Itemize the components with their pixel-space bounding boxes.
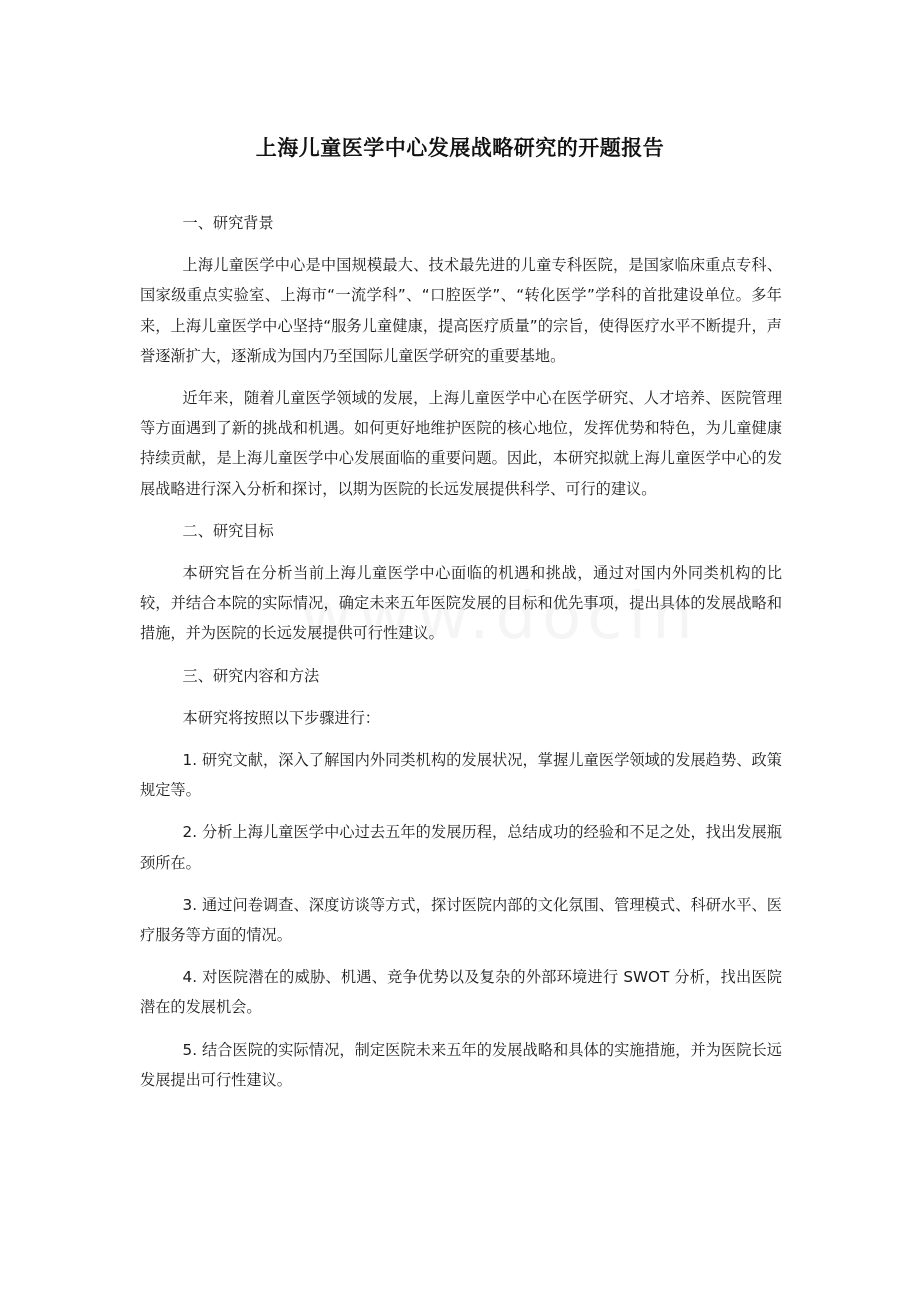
objectives-paragraph: 本研究旨在分析当前上海儿童医学中心面临的机遇和挑战，通过对国内外同类机构的比较，并结合本院的实际情况，确定未来五年医院发展的目标和优先事项，提出具体的发展战略和措施，并为医院的长远发展提供可行性建议。: [140, 564, 782, 643]
method-step-3: 3. 通过问卷调查、深度访谈等方式，探讨医院内部的文化氛围、管理模式、科研水平、医疗服务等方面的情况。: [140, 895, 782, 945]
section-heading-background: 一、研究背景: [182, 214, 274, 232]
method-step-1: 1. 研究文献，深入了解国内外同类机构的发展状况，掌握儿童医学领域的发展趋势、政策规定等。: [140, 751, 782, 800]
section-heading-objectives: 二、研究目标: [182, 521, 274, 540]
method-step-2: 2. 分析上海儿童医学中心过去五年的发展历程，总结成功的经验和不足之处，找出发展瓶颈所在。: [140, 823, 782, 872]
document-body: [140, 208, 782, 1107]
document-title: 上海儿童医学中心发展战略研究的开题报告: [255, 136, 665, 160]
background-paragraph-1: 上海儿童医学中心是中国规模最大、技术最先进的儿童专科医院，是国家临床重点专科、国家级重点实验室、上海市“一流学科”、“口腔医学”、“转化医学”学科的首批建设单位。多年来，上海儿童医学中心坚持“服务儿童健康，提高医疗质量”的宗旨，使得医疗水平不断提升，声誉逐渐扩大，逐渐成为国内乃至国际儿童医学研究的重要基地。: [140, 256, 782, 365]
section-heading-methods: 三、研究内容和方法: [182, 666, 320, 685]
background-paragraph-2: 近年来，随着儿童医学领域的发展，上海儿童医学中心在医学研究、人才培养、医院管理等方面遇到了新的挑战和机遇。如何更好地维护医院的核心地位，发挥优势和特色，为儿童健康持续贡献，是上海儿童医学中心发展面临的重要问题。因此，本研究拟就上海儿童医学中心的发展战略进行深入分析和探讨，以期为医院的长远发展提供科学、可行的建议。: [140, 389, 782, 498]
method-step-5: 5. 结合医院的实际情况，制定医院未来五年的发展战略和具体的实施措施，并为医院长远发展提出可行性建议。: [140, 1040, 782, 1089]
methods-intro: 本研究将按照以下步骤进行：: [182, 708, 380, 727]
method-step-4: 4. 对医院潜在的威胁、机遇、竞争优势以及复杂的外部环境进行 SWOT 分析，找出医院潜在的发展机会。: [140, 968, 782, 1017]
